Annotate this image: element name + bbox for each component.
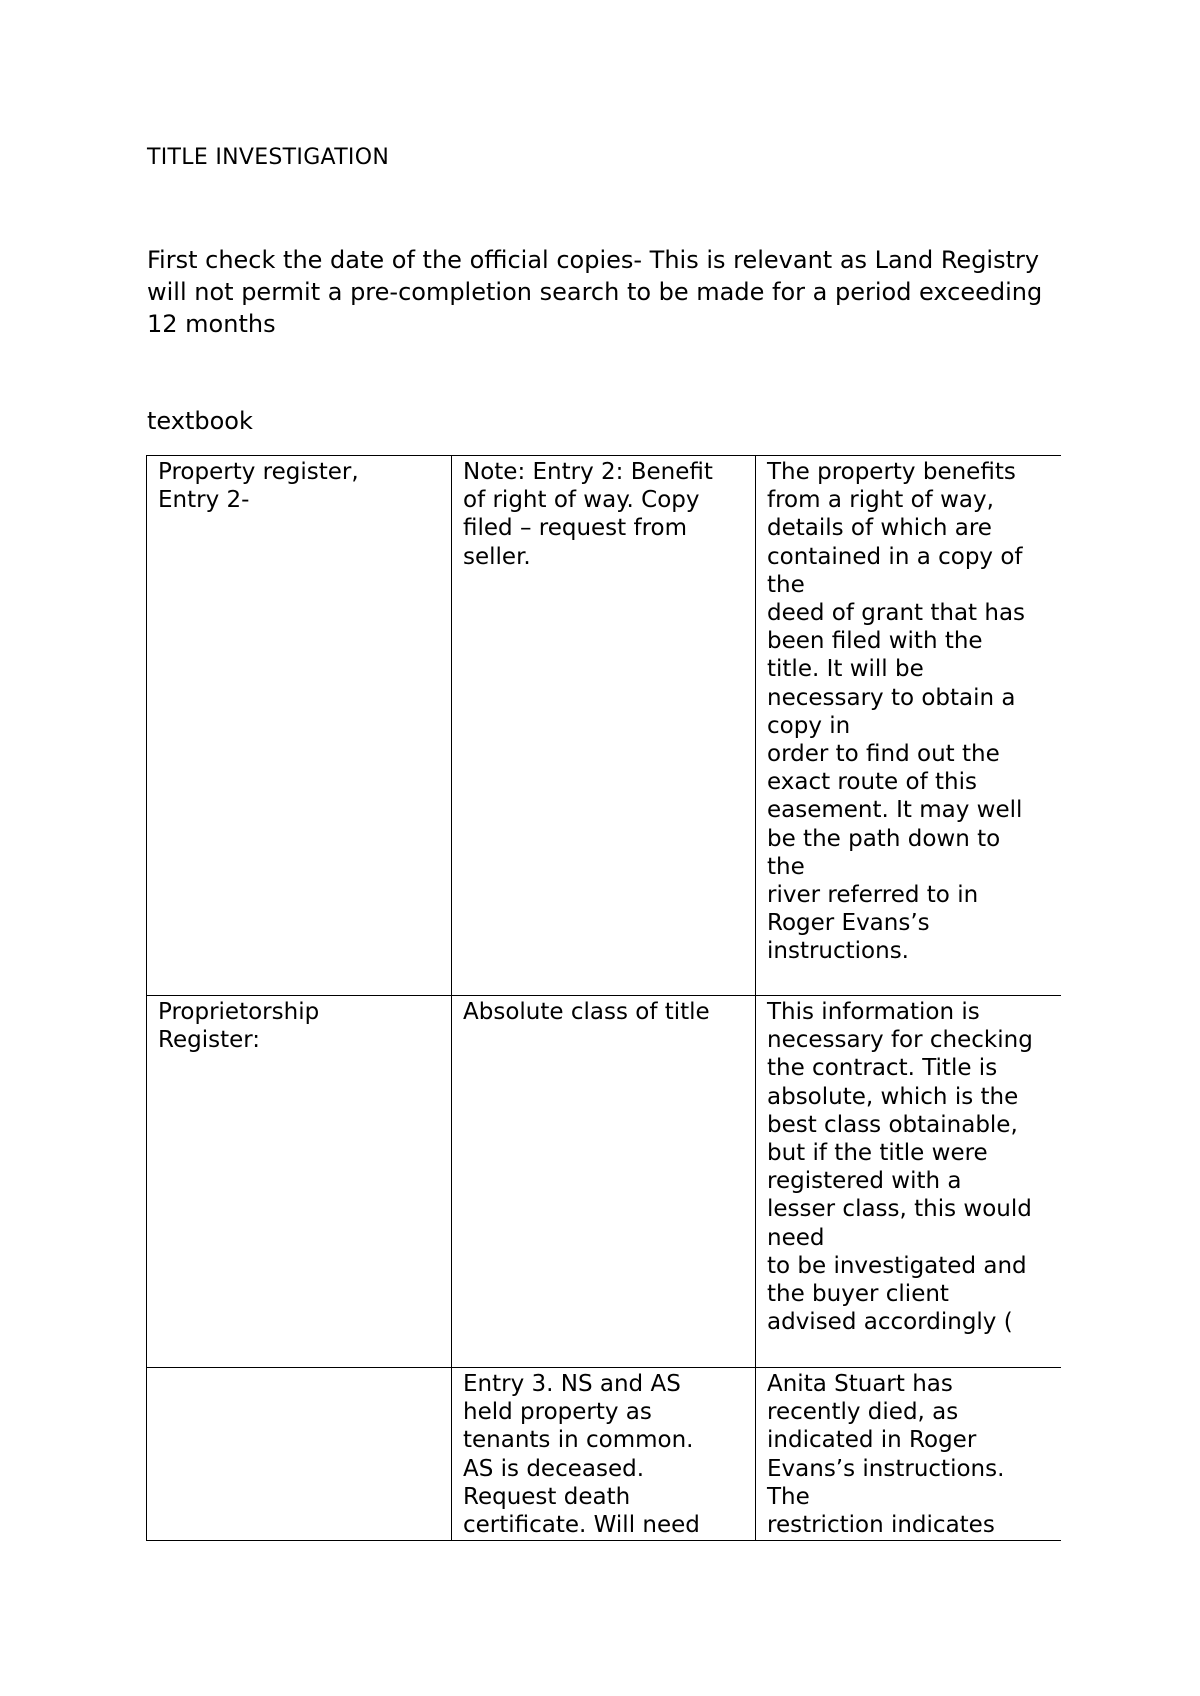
table-cell-explanation: The property benefits from a right of way, details of which are contained in a copy of the deed of grant that has been filed with the title. It will be necessary to obtain a copy in order to find out the exact route of this easement. It may well be the path down to the river referred to in Roger Evans’s instructions. <box>756 456 1062 996</box>
table-cell-explanation: This information is necessary for checking the contract. Title is absolute, which is the best class obtainable, but if the title were registered with a lesser class, this would need to be investigated and the buyer client advised accordingly ( <box>756 996 1062 1368</box>
table-cell-note: Entry 3. NS and AS held property as tenants in common. AS is deceased. Request death certificate. Will need <box>452 1368 756 1542</box>
table-cell-register: Proprietorship Register: <box>147 996 452 1368</box>
document-heading: TITLE INVESTIGATION <box>147 145 390 170</box>
textbook-label: textbook <box>147 407 253 435</box>
table-row <box>147 456 1062 996</box>
table-cell-register: Property register, Entry 2- <box>147 456 452 996</box>
table-cell-explanation: Anita Stuart has recently died, as indicated in Roger Evans’s instructions. The restriction indicates <box>756 1368 1062 1542</box>
table-row <box>147 996 1062 1368</box>
title-investigation-table <box>146 455 1061 1541</box>
table-cell-note: Absolute class of title <box>452 996 756 1368</box>
table-row <box>147 1368 1062 1542</box>
table-cell-register <box>147 1368 452 1542</box>
intro-paragraph: First check the date of the official copies- This is relevant as Land Registry will not permit a pre-completion search to be made for a period exceeding 12 months <box>147 246 1043 338</box>
table-cell-note: Note: Entry 2: Benefit of right of way. Copy filed – request from seller. <box>452 456 756 996</box>
